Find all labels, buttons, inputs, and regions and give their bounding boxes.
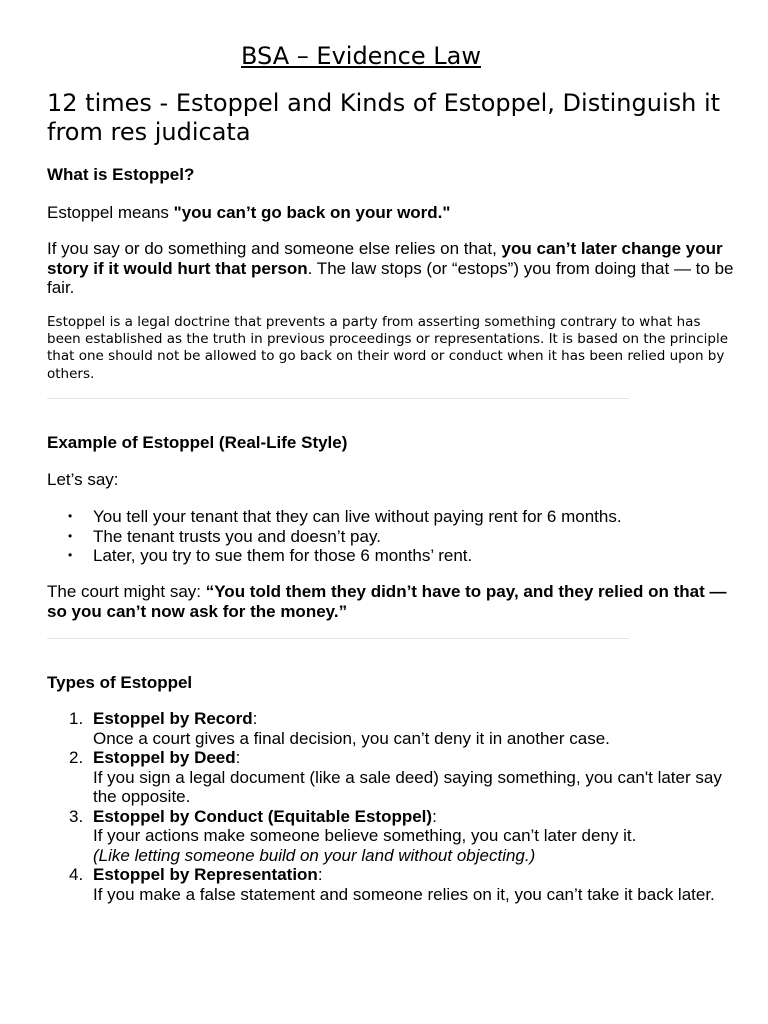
- list-item: [47, 507, 727, 527]
- list-item-text: The tenant trusts you and doesn’t pay.: [93, 526, 381, 546]
- relies-bold: you can’t later change your story if it would hurt that person: [47, 239, 723, 278]
- means-bold: "you can’t go back on your word.": [173, 203, 451, 222]
- list-number: 4.: [69, 865, 84, 884]
- document-title: BSA – Evidence Law: [241, 42, 481, 70]
- divider: [47, 638, 629, 639]
- type-description: Once a court gives a final decision, you can’t deny it in another case.: [93, 728, 610, 748]
- list-item: [47, 748, 727, 807]
- types-numbered-list: [47, 709, 727, 904]
- type-description: If your actions make someone believe something, you can’t later deny it.: [93, 826, 637, 845]
- list-item: [47, 546, 727, 566]
- type-colon: :: [432, 806, 437, 826]
- section-heading-types: Types of Estoppel: [47, 673, 193, 692]
- relies-suffix: . The law stops (or “estops”) you from doing that — to be fair.: [47, 258, 734, 297]
- example-bullet-list: [47, 507, 727, 566]
- type-name: Estoppel by Deed: [93, 748, 236, 767]
- list-item-text: Later, you try to sue them for those 6 months’ rent.: [93, 546, 473, 565]
- paragraph-definition: Estoppel is a legal doctrine that prevents a party from asserting something contrary to what has been established as the truth in previous proceedings or representations. It is based on the principle that one should not be allowed to go back on their word or conduct when it has been relied upon by others.: [47, 314, 729, 382]
- list-number: 1.: [69, 709, 84, 728]
- list-item-text: You tell your tenant that they can live without paying rent for 6 months.: [93, 507, 622, 526]
- list-item: [47, 865, 727, 904]
- paragraph-court: [47, 582, 737, 621]
- list-item: [47, 709, 727, 748]
- bullet-marker: •: [68, 509, 73, 523]
- type-name: Estoppel by Representation: [93, 865, 318, 884]
- type-name: Estoppel by Record: [93, 709, 253, 728]
- section-heading-what-is: What is Estoppel?: [47, 165, 195, 184]
- relies-prefix: If you say or do something and someone else relies on that,: [47, 239, 502, 258]
- type-colon: :: [317, 865, 323, 884]
- bullet-marker: •: [68, 528, 73, 543]
- list-number: 3.: [69, 806, 84, 826]
- paragraph-relies: [47, 239, 737, 298]
- bullet-marker: •: [68, 548, 73, 562]
- court-prefix: The court might say:: [47, 582, 206, 601]
- court-quote: “You told them they didn’t have to pay, and they relied on that — so you can’t now ask for the money.”: [47, 582, 727, 621]
- type-description: If you sign a legal document (like a sale deed) saying something, you can't later say the opposite.: [93, 767, 722, 806]
- type-description: If you make a false statement and someone relies on it, you can’t take it back later.: [93, 884, 715, 904]
- section-heading-example: Example of Estoppel (Real-Life Style): [47, 433, 348, 452]
- list-item: [47, 807, 727, 866]
- list-item: [47, 527, 727, 547]
- divider: [47, 398, 629, 399]
- type-colon: :: [252, 709, 258, 728]
- means-prefix: Estoppel means: [47, 203, 174, 222]
- document-heading: 12 times - Estoppel and Kinds of Estoppel, Distinguish it from res judicata: [47, 89, 721, 146]
- type-note: (Like letting someone build on your land without objecting.): [93, 845, 536, 865]
- type-colon: :: [235, 748, 241, 767]
- type-name: Estoppel by Conduct (Equitable Estoppel): [93, 806, 433, 826]
- example-intro: Let’s say:: [47, 470, 119, 489]
- paragraph-means: [47, 203, 737, 223]
- list-number: 2.: [69, 748, 84, 767]
